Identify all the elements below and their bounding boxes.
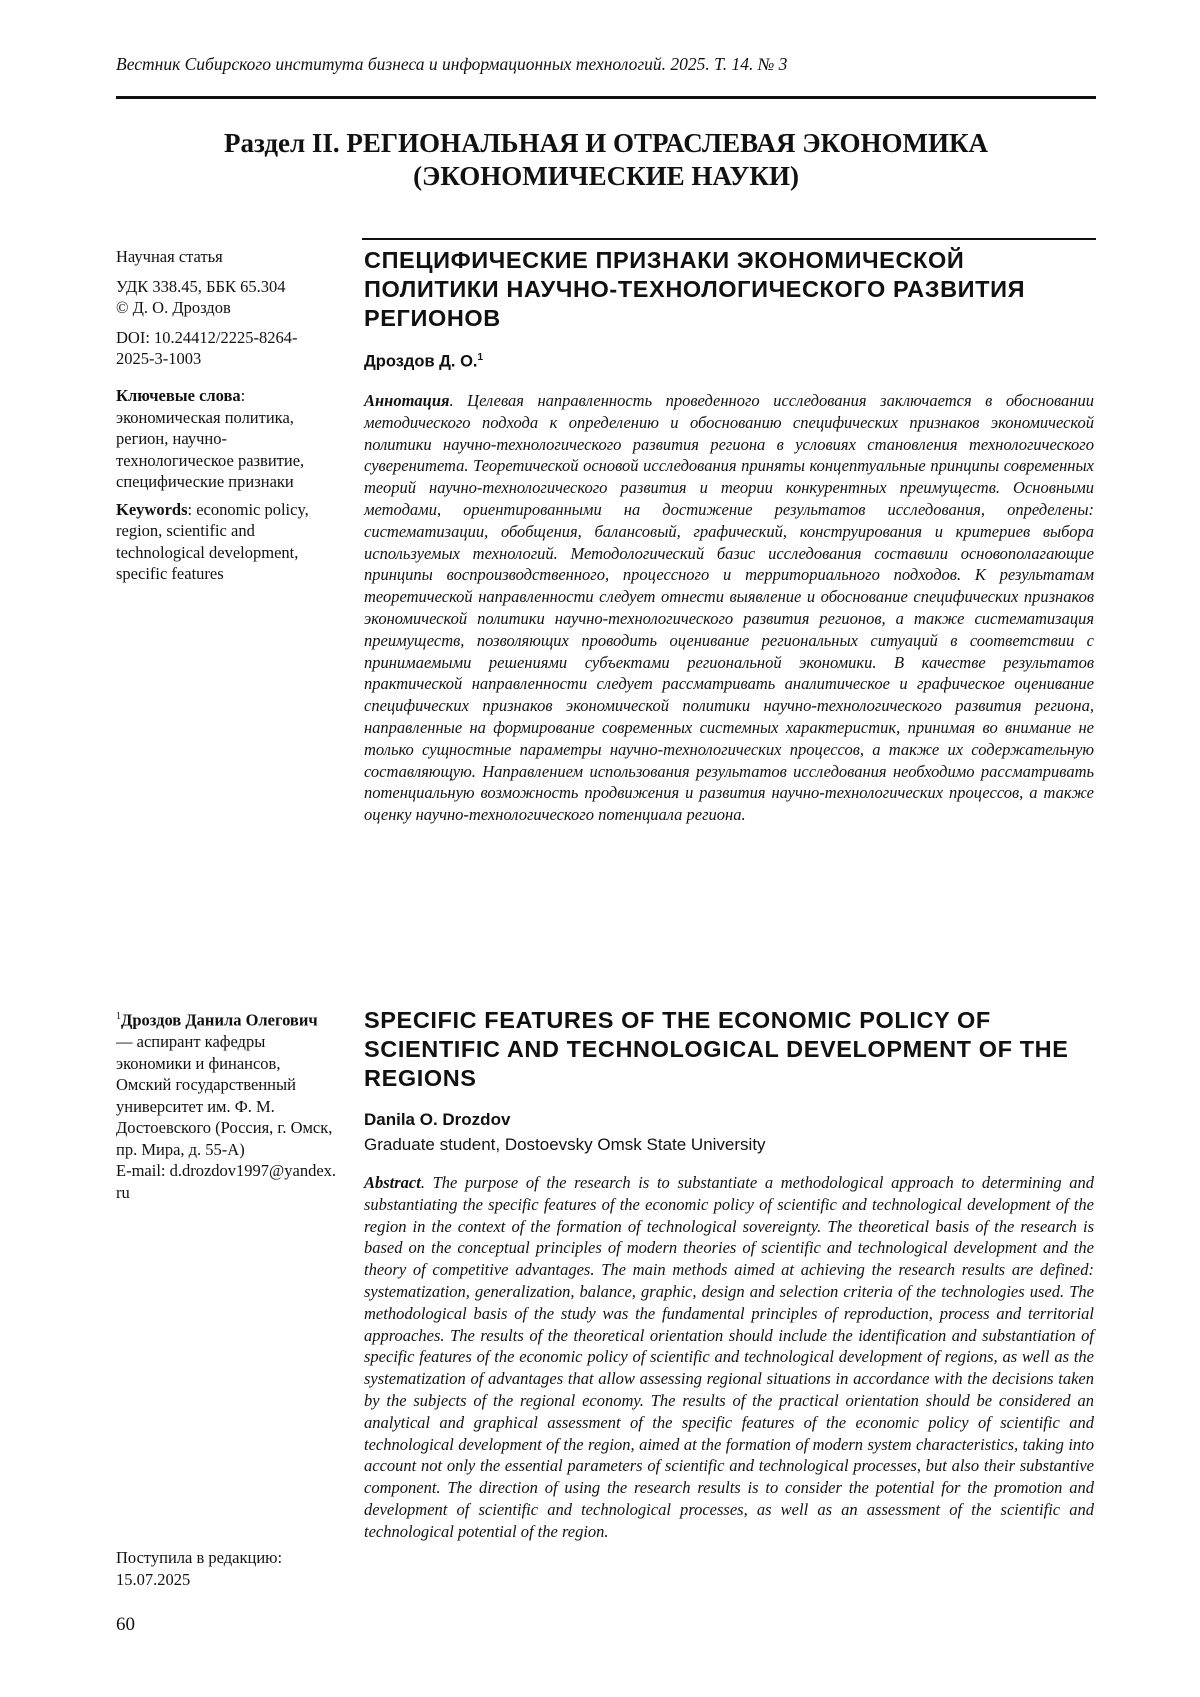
journal-running-header: Вестник Сибирского института бизнеса и информационных технологий. 2025. Т. 14. № 3 xyxy=(116,54,1096,75)
author-info-sup: 1 xyxy=(116,1011,121,1022)
keywords-en-text: : economic policy, region, scientific and technological development, specific features xyxy=(116,500,309,584)
ru-author-name: Дроздов Д. О. xyxy=(364,353,478,371)
title-rule xyxy=(362,238,1096,240)
ru-abstract xyxy=(364,390,1094,826)
copyright: © Д. О. Дроздов xyxy=(116,297,338,319)
section-title-line2: (ЭКОНОМИЧЕСКИЕ НАУКИ) xyxy=(116,160,1096,193)
author-info xyxy=(116,1006,338,1203)
keywords-ru-text: : экономическая политика, регион, научно-технологическое развитие, специфические признаки xyxy=(116,386,304,491)
received-block xyxy=(116,1547,338,1590)
ru-abstract-label: Аннотация xyxy=(364,391,450,410)
article-meta xyxy=(116,246,338,370)
keywords-en-label: Keywords xyxy=(116,500,188,519)
keywords-ru-label: Ключевые слова xyxy=(116,386,241,405)
udk-code: УДК 338.45, ББК 65.304 xyxy=(116,276,338,298)
doi-line2: 2025-3-1003 xyxy=(116,348,338,370)
page-number: 60 xyxy=(116,1614,135,1636)
received-label: Поступила в редакцию: xyxy=(116,1547,338,1569)
author-full-name: Дроздов Данила Олегович xyxy=(121,1011,318,1030)
ru-article-title: СПЕЦИФИЧЕСКИЕ ПРИЗНАКИ ЭКОНОМИЧЕСКОЙ ПОЛИТИКИ НАУЧНО-ТЕХНОЛОГИЧЕСКОГО РАЗВИТИЯ РЕГИОНОВ xyxy=(364,246,1094,333)
en-abstract xyxy=(364,1172,1094,1543)
keywords-en xyxy=(116,499,338,585)
en-affiliation: Graduate student, Dostoevsky Omsk State University xyxy=(364,1135,1094,1155)
ru-author-sup: 1 xyxy=(478,352,484,363)
doi-line1: DOI: 10.24412/2225-8264- xyxy=(116,327,338,349)
section-title-line1: Раздел II. РЕГИОНАЛЬНАЯ И ОТРАСЛЕВАЯ ЭКОНОМИКА xyxy=(116,127,1096,160)
author-email[interactable]: E-mail: d.drozdov1997@yandex.ru xyxy=(116,1160,338,1203)
keywords-block xyxy=(116,385,338,585)
en-abstract-label: Abstract xyxy=(364,1173,421,1192)
keywords-ru xyxy=(116,385,338,493)
ru-author xyxy=(364,352,1094,372)
received-date: 15.07.2025 xyxy=(116,1569,338,1591)
author-details: — аспирант кафедры экономики и финансов, Омский государственный университет им. Ф. М. Достоевского (Россия, г. Омск, пр. Мира, д. 55-А) xyxy=(116,1032,332,1159)
section-title xyxy=(116,127,1096,193)
header-rule xyxy=(116,96,1096,99)
en-article-title: SPECIFIC FEATURES OF THE ECONOMIC POLICY OF SCIENTIFIC AND TECHNOLOGICAL DEVELOPMENT OF THE REGIONS xyxy=(364,1006,1094,1093)
article-type: Научная статья xyxy=(116,246,338,268)
ru-abstract-text: . Целевая направленность проведенного исследования заключается в обосновании методического подхода к определению и обоснованию специфических признаков экономической политики научно-технологического развития региона в условиях становления технологического суверенитета. Теоретической основой исследования приняты концептуальные принципы современных теорий научно-технологического развития и теории конкурентных преимуществ. Основными методами, ориентированными на достижение результатов исследования, определены: систематизации, обобщения, балансовый, графический, конструирования и критериев выбора используемых технологий. Методологический базис исследования составили основополагающие принципы воспроизводственного, процессного и территориального подходов. К результатам теоретической направленности следует отнести выявление и обоснование специфических признаков экономической политики научно-технологического развития регионов, а также систематизация преимуществ, позволяющих проводить оценивание региональных ситуаций в соответствии с принимаемыми решениями субъектами региональной экономики. В качестве результатов практической направленности следует рассматривать аналитическое и графическое оценивание специфических признаков экономической политики научно-технологического развития региона, направленные на формирование современных системных характеристик, принимая во внимание не только сущностные параметры научно-технологических процессов, а также их содержательную составляющую. Направлением использования результатов исследования необходимо рассматривать потенциальную возможность продвижения и развития научно-технологических процессов, а также оценку научно-технологического потенциала региона. xyxy=(364,391,1094,824)
author-info-text xyxy=(116,1006,338,1160)
en-author: Danila O. Drozdov xyxy=(364,1110,1094,1130)
en-abstract-text: . The purpose of the research is to substantiate a methodological approach to determining and substantiating the specific features of the economic policy of scientific and technological development of the region in the context of the formation of technological sovereignty. The theoretical basis of the research is based on the conceptual principles of modern theories of scientific and technological development and the theory of competitive advantages. The main methods aimed at achieving the research results are defined: systematization, generalization, balance, graphic, design and selection criteria of the technologies used. The methodological basis of the study was the fundamental principles of reproduction, process and territorial approaches. The results of the theoretical orientation should include the identification and substantiation of specific features of the economic policy of scientific and technological development of regions, as well as the systematization of advantages that allow assessing regional situations in accordance with the decisions taken by the subjects of the regional economy. The results of the practical orientation should be considered an analytical and graphical assessment of the specific features of the economic policy of scientific and technological development of the region, aimed at the formation of modern system characteristics, taking into account not only the essential parameters of scientific and technological processes, but also their substantive component. The direction of using the research results is to consider the potential for the promotion and development of scientific and technological processes, as well as an assessment of the scientific and technological potential of the region. xyxy=(364,1173,1094,1541)
